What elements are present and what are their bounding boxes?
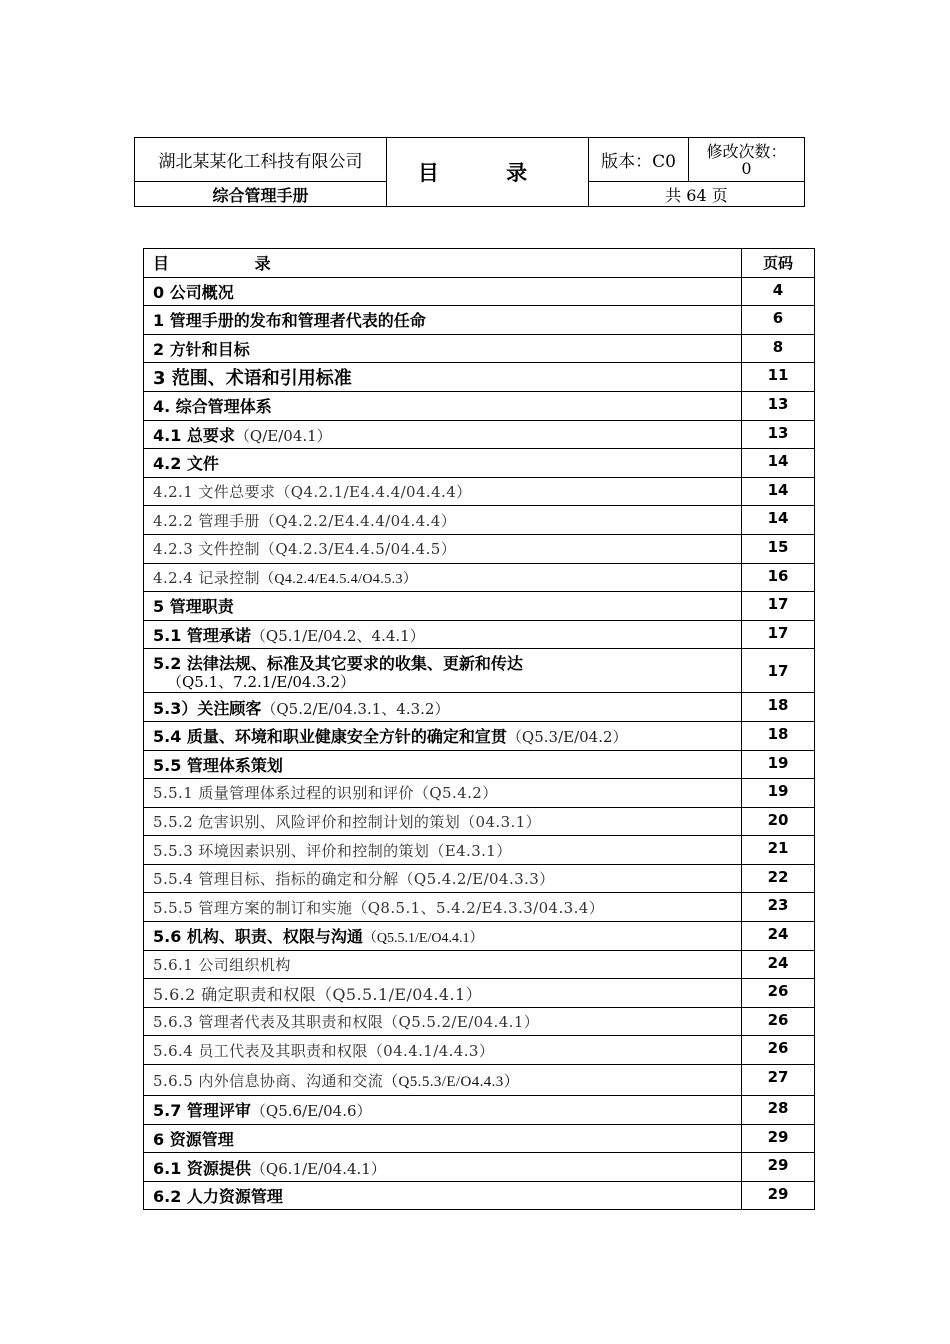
toc-entry-title: 5.5.4 管理目标、指标的确定和分解（Q5.4.2/E/04.3.3） bbox=[144, 864, 742, 893]
toc-header-page: 页码 bbox=[742, 249, 815, 278]
toc-row[interactable] bbox=[144, 1124, 815, 1153]
toc-entry-ref: （Q5.5.3/E/O4.4.3） bbox=[383, 1073, 520, 1090]
toc-entry-label: 5.4 质量、环境和职业健康安全方针的确定和宣贯 bbox=[153, 727, 507, 747]
toc-row[interactable] bbox=[144, 534, 815, 563]
toc-row[interactable] bbox=[144, 420, 815, 449]
toc-row[interactable] bbox=[144, 563, 815, 592]
toc-entry-page: 21 bbox=[742, 836, 815, 865]
toc-row[interactable] bbox=[144, 306, 815, 335]
revision-count bbox=[689, 138, 805, 182]
toc-row[interactable] bbox=[144, 979, 815, 1008]
toc-row[interactable] bbox=[144, 1007, 815, 1036]
toc-entry-title: 5.5.5 管理方案的制订和实施（Q8.5.1、5.4.2/E4.3.3/04.3.4） bbox=[144, 893, 742, 922]
header-table bbox=[134, 137, 805, 207]
toc-entry-ref: （Q6.1/E/04.4.1） bbox=[250, 1159, 386, 1178]
manual-name: 综合管理手册 bbox=[135, 182, 387, 207]
revision-count-label: 修改次数： bbox=[706, 141, 787, 161]
toc-entry-page: 19 bbox=[742, 750, 815, 779]
toc-table bbox=[143, 248, 815, 1210]
toc-row[interactable] bbox=[144, 1181, 815, 1210]
toc-entry-ref: （Q5.1/E/04.2、4.4.1） bbox=[250, 627, 425, 646]
toc-row[interactable] bbox=[144, 864, 815, 893]
toc-row[interactable] bbox=[144, 363, 815, 392]
toc-row[interactable] bbox=[144, 649, 815, 693]
toc-row[interactable] bbox=[144, 1065, 815, 1096]
toc-entry-label: 5.2 法律法规、标准及其它要求的收集、更新和传达 bbox=[153, 653, 523, 673]
toc-entry-page: 19 bbox=[742, 779, 815, 808]
toc-entry-page: 27 bbox=[742, 1065, 815, 1096]
toc-entry-page: 26 bbox=[742, 1036, 815, 1065]
toc-entry-title bbox=[144, 922, 742, 951]
toc-entry-title: 6 资源管理 bbox=[144, 1124, 742, 1153]
toc-row[interactable] bbox=[144, 277, 815, 306]
toc-entry-title: 5.5.2 危害识别、风险评价和控制计划的策划（04.3.1） bbox=[144, 807, 742, 836]
toc-entry-label: 5.7 管理评审 bbox=[153, 1101, 251, 1121]
toc-entry-title: 4.2.1 文件总要求（Q4.2.1/E4.4.4/04.4.4） bbox=[144, 477, 742, 506]
toc-entry-title: 5.6.2 确定职责和权限（Q5.5.1/E/04.4.1） bbox=[144, 979, 742, 1008]
toc-entry-title: 5 管理职责 bbox=[144, 592, 742, 621]
toc-entry-title: 1 管理手册的发布和管理者代表的任命 bbox=[144, 306, 742, 335]
toc-entry-title bbox=[144, 420, 742, 449]
toc-row[interactable] bbox=[144, 334, 815, 363]
toc-entry-page: 20 bbox=[742, 807, 815, 836]
toc-row[interactable] bbox=[144, 893, 815, 922]
toc-entry-title bbox=[144, 620, 742, 649]
toc-row[interactable] bbox=[144, 1096, 815, 1125]
toc-row[interactable] bbox=[144, 836, 815, 865]
toc-entry-page: 8 bbox=[742, 334, 815, 363]
toc-entry-title bbox=[144, 1065, 742, 1096]
toc-entry-title bbox=[144, 721, 742, 750]
toc-row[interactable] bbox=[144, 391, 815, 420]
toc-entry-title bbox=[144, 1096, 742, 1125]
toc-row[interactable] bbox=[144, 950, 815, 979]
toc-row[interactable] bbox=[144, 1036, 815, 1065]
toc-entry-title bbox=[144, 693, 742, 722]
toc-entry-ref: （Q5.3/E/04.2） bbox=[506, 728, 628, 747]
toc-entry-title: 5.6.3 管理者代表及其职责和权限（Q5.5.2/E/04.4.1） bbox=[144, 1007, 742, 1036]
toc-entry-label: 4.2.4 记录控制 bbox=[153, 568, 260, 587]
toc-entry-ref: （Q5.5.1/E/O4.4.1） bbox=[362, 931, 484, 947]
toc-entry-title: 5.6.1 公司组织机构 bbox=[144, 950, 742, 979]
toc-entry-page: 16 bbox=[742, 563, 815, 592]
toc-row[interactable] bbox=[144, 807, 815, 836]
toc-entry-page: 14 bbox=[742, 506, 815, 535]
toc-entry-page: 24 bbox=[742, 922, 815, 951]
toc-entry-page: 15 bbox=[742, 534, 815, 563]
toc-entry-title: 4. 综合管理体系 bbox=[144, 391, 742, 420]
toc-entry-ref: （Q5.2/E/04.3.1、4.3.2） bbox=[261, 699, 450, 718]
toc-entry-page: 14 bbox=[742, 477, 815, 506]
toc-row[interactable] bbox=[144, 693, 815, 722]
toc-entry-title bbox=[144, 649, 742, 693]
version-label: 版本：C0 bbox=[589, 138, 689, 182]
revision-count-value: 0 bbox=[741, 158, 752, 178]
toc-entry-label: 5.3）关注顾客 bbox=[153, 698, 262, 718]
toc-row[interactable] bbox=[144, 750, 815, 779]
toc-entry-page: 17 bbox=[742, 649, 815, 693]
toc-entry-label: 5.6.5 内外信息协商、沟通和交流 bbox=[153, 1071, 384, 1090]
toc-entry-page: 28 bbox=[742, 1096, 815, 1125]
toc-entry-title: 5.6.4 员工代表及其职责和权限（04.4.1/4.4.3） bbox=[144, 1036, 742, 1065]
toc-row[interactable] bbox=[144, 922, 815, 951]
toc-entry-page: 4 bbox=[742, 277, 815, 306]
toc-entry-page: 26 bbox=[742, 979, 815, 1008]
toc-entry-page: 29 bbox=[742, 1181, 815, 1210]
toc-row[interactable] bbox=[144, 592, 815, 621]
toc-entry-ref: （Q5.1、7.2.1/E/04.3.2） bbox=[167, 672, 356, 691]
toc-row[interactable] bbox=[144, 779, 815, 808]
toc-entry-title: 4.2.3 文件控制（Q4.2.3/E4.4.5/04.4.5） bbox=[144, 534, 742, 563]
toc-entry-page: 26 bbox=[742, 1007, 815, 1036]
toc-entry-title: 5.5 管理体系策划 bbox=[144, 750, 742, 779]
document-title: 目 录 bbox=[387, 138, 589, 207]
total-pages: 共 64 页 bbox=[589, 182, 805, 207]
toc-entry-title: 4.2.2 管理手册（Q4.2.2/E4.4.4/04.4.4） bbox=[144, 506, 742, 535]
toc-entry-page: 29 bbox=[742, 1153, 815, 1182]
toc-entry-title: 6.2 人力资源管理 bbox=[144, 1181, 742, 1210]
toc-entry-title bbox=[144, 1153, 742, 1182]
toc-entry-title: 2 方针和目标 bbox=[144, 334, 742, 363]
toc-entry-label: 6.1 资源提供 bbox=[153, 1158, 251, 1178]
toc-row[interactable] bbox=[144, 1153, 815, 1182]
toc-row[interactable] bbox=[144, 477, 815, 506]
toc-entry-page: 13 bbox=[742, 391, 815, 420]
toc-entry-label: 4.1 总要求 bbox=[153, 425, 235, 445]
toc-entry-page: 22 bbox=[742, 864, 815, 893]
toc-row[interactable] bbox=[144, 721, 815, 750]
toc-header-title: 目 录 bbox=[144, 249, 742, 278]
toc-entry-ref: （Q4.2.4/E4.5.4/O4.5.3） bbox=[259, 571, 418, 587]
toc-entry-page: 29 bbox=[742, 1124, 815, 1153]
toc-entry-page: 17 bbox=[742, 592, 815, 621]
toc-entry-title: 0 公司概况 bbox=[144, 277, 742, 306]
toc-entry-title bbox=[144, 563, 742, 592]
toc-entry-page: 18 bbox=[742, 693, 815, 722]
toc-entry-page: 17 bbox=[742, 620, 815, 649]
toc-entry-page: 14 bbox=[742, 449, 815, 478]
toc-entry-label: 5.6 机构、职责、权限与沟通 bbox=[153, 927, 363, 947]
company-name: 湖北某某化工科技有限公司 bbox=[135, 138, 387, 182]
toc-row[interactable] bbox=[144, 620, 815, 649]
toc-entry-page: 11 bbox=[742, 363, 815, 392]
toc-entry-ref: （Q5.6/E/04.6） bbox=[250, 1102, 372, 1121]
toc-entry-label: 5.1 管理承诺 bbox=[153, 626, 251, 646]
toc-entry-title: 4.2 文件 bbox=[144, 449, 742, 478]
toc-entry-page: 13 bbox=[742, 420, 815, 449]
toc-entry-title: 3 范围、术语和引用标准 bbox=[144, 363, 742, 392]
toc-entry-page: 18 bbox=[742, 721, 815, 750]
toc-entry-page: 23 bbox=[742, 893, 815, 922]
toc-entry-page: 6 bbox=[742, 306, 815, 335]
toc-row[interactable] bbox=[144, 449, 815, 478]
toc-entry-title: 5.5.3 环境因素识别、评价和控制的策划（E4.3.1） bbox=[144, 836, 742, 865]
toc-entry-title: 5.5.1 质量管理体系过程的识别和评价（Q5.4.2） bbox=[144, 779, 742, 808]
toc-entry-ref: （Q/E/04.1） bbox=[234, 426, 332, 445]
toc-row[interactable] bbox=[144, 506, 815, 535]
toc-entry-page: 24 bbox=[742, 950, 815, 979]
